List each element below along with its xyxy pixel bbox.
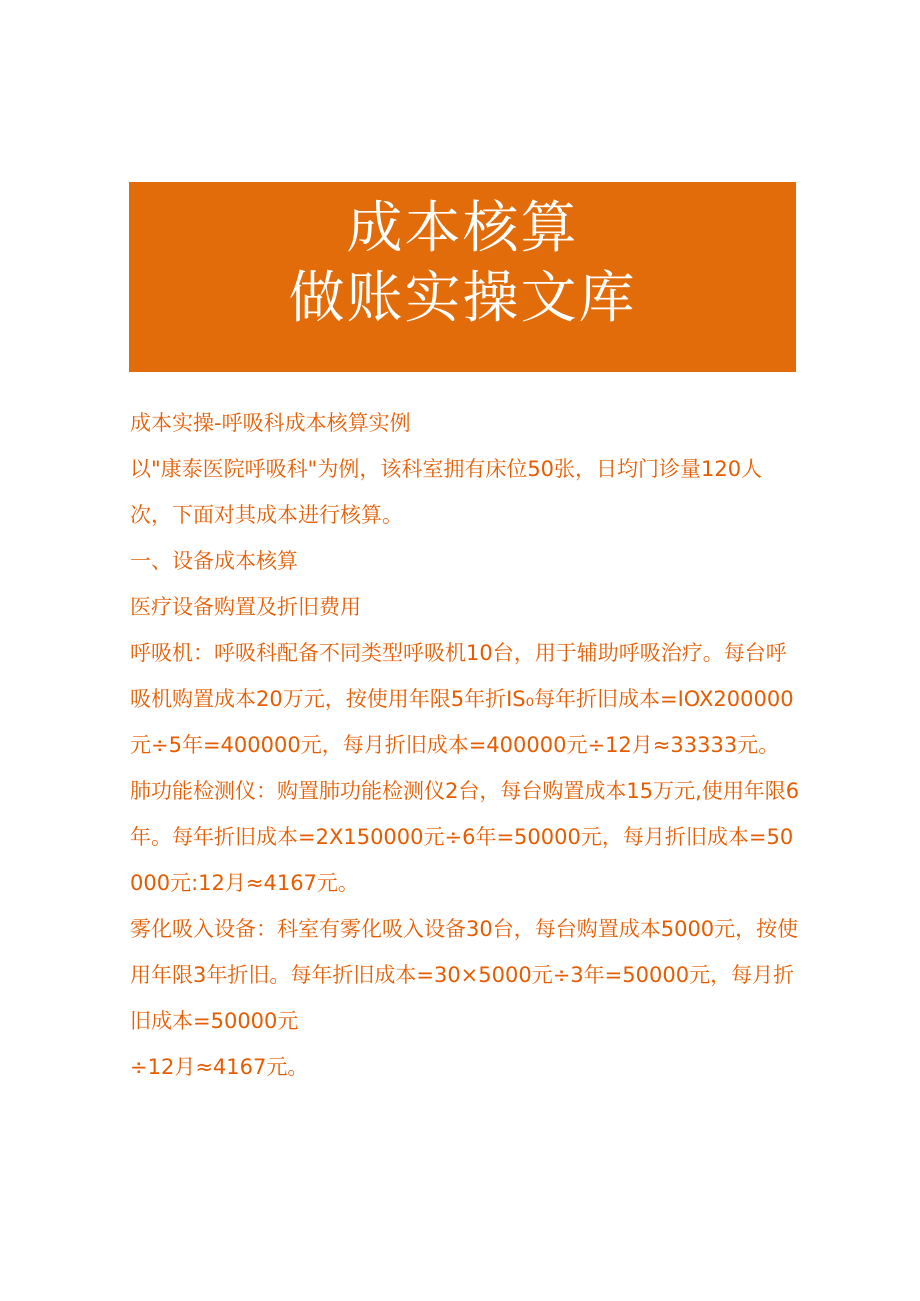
intro-paragraph: 以"康泰医院呼吸科"为例，该科室拥有床位50张，日均门诊量120人次，下面对其成本进行核算。 bbox=[130, 457, 763, 527]
title-banner bbox=[129, 182, 796, 372]
document-body bbox=[130, 400, 800, 1090]
ventilator-paragraph: 呼吸机：呼吸科配备不同类型呼吸机10台，用于辅助呼吸治疗。每台呼吸机购置成本20万元，按使用年限5年折IS₀每年折旧成本=IOX200000元÷5年=400000元，每月折旧成本=400000元÷12月≈33333元。 bbox=[130, 641, 794, 757]
lung-function-paragraph: 肺功能检测仪：购置肺功能检测仪2台，每台购置成本15万元,使用年限6年。每年折旧成本=2X150000元÷6年=50000元，每月折旧成本=50000元:12月≈4167元。 bbox=[130, 779, 800, 895]
section-heading: 成本实操-呼吸科成本核算实例 bbox=[130, 411, 411, 435]
chapter-heading: 一、设备成本核算 bbox=[130, 549, 298, 573]
banner-title-line-2: 做账实操文库 bbox=[288, 266, 637, 331]
banner-title-line-1: 成本核算 bbox=[346, 196, 579, 261]
nebulizer-paragraph: 雾化吸入设备：科室有雾化吸入设备30台，每台购置成本5000元，按使用年限3年折旧。每年折旧成本=30×5000元÷3年=50000元，每月折旧成本=50000元 bbox=[130, 917, 799, 1033]
nebulizer-paragraph-continued: ÷12月≈4167元。 bbox=[130, 1055, 309, 1079]
subsection-heading: 医疗设备购置及折旧费用 bbox=[130, 595, 361, 619]
